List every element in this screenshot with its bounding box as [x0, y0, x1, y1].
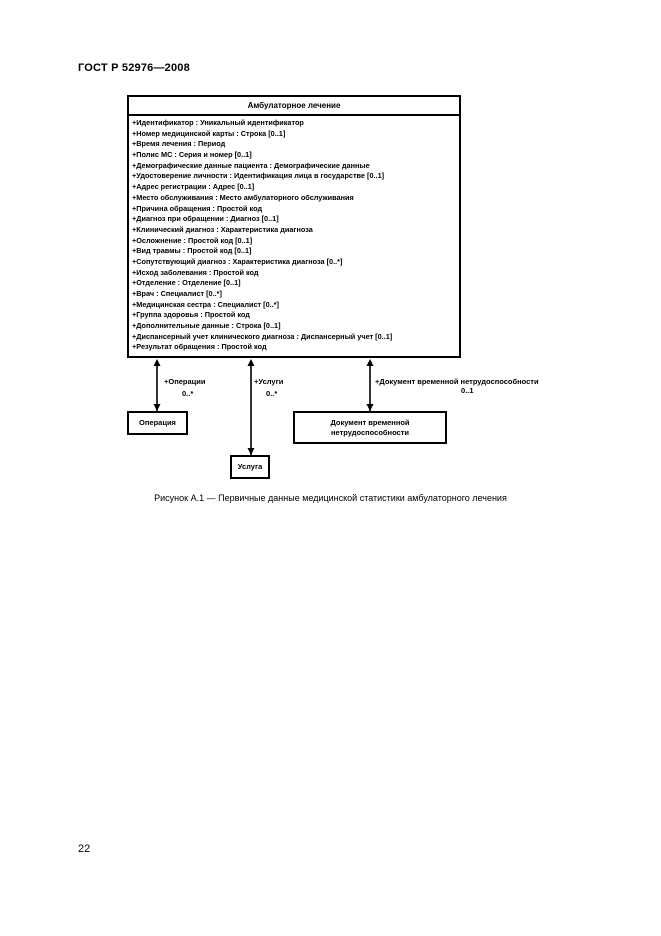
- class-box-operation: Операция: [127, 411, 188, 435]
- attribute-item: +Номер медицинской карты : Строка [0..1]: [132, 128, 286, 138]
- attribute-item: +Удостоверение личности : Идентификация лица в государстве [0..1]: [132, 171, 385, 181]
- attribute-item: +Полис МС : Серия и номер [0..1]: [132, 150, 252, 160]
- attribute-item: +Отделение : Отделение [0..1]: [132, 278, 241, 288]
- multiplicity-operations: 0..*: [182, 389, 194, 398]
- attribute-item: +Демографические данные пациента : Демографические данные: [132, 160, 370, 170]
- attribute-list: [129, 116, 459, 353]
- attribute-item: +Диагноз при обращении : Диагноз [0..1]: [132, 214, 279, 224]
- uml-class-ambulatory-treatment: [127, 95, 461, 358]
- page-number: 22: [78, 843, 91, 855]
- association-end-service-top: [248, 359, 255, 366]
- attribute-item: +Группа здоровья : Простой код: [132, 310, 250, 320]
- class-box-service: Услуга: [230, 455, 270, 479]
- attribute-item: +Осложнение : Простой код [0..1]: [132, 235, 253, 245]
- role-label-document: +Документ временной нетрудоспособности: [375, 377, 539, 386]
- association-end-operation-bottom: [154, 404, 161, 411]
- attribute-item: +Время лечения : Период: [132, 139, 226, 149]
- attribute-item: +Сопутствующий диагноз : Характеристика диагноза [0..*]: [132, 256, 343, 266]
- attribute-item: +Диспансерный учет клинического диагноза : Диспансерный учет [0..1]: [132, 331, 393, 341]
- attribute-item: +Медицинская сестра : Специалист [0..*]: [132, 299, 279, 309]
- association-end-service-bottom: [248, 448, 255, 455]
- class-box-document: Документ временной нетрудоспособности: [293, 411, 447, 444]
- attribute-item: +Вид травмы : Простой код [0..1]: [132, 246, 252, 256]
- attribute-item: +Идентификатор : Уникальный идентификатор: [132, 118, 304, 127]
- role-label-services: +Услуги: [254, 377, 284, 386]
- attribute-item: +Причина обращения : Простой код: [132, 203, 263, 213]
- attribute-item: +Клинический диагноз : Характеристика диагноза: [132, 224, 313, 234]
- association-end-document-top: [367, 359, 374, 366]
- uml-class-title: Амбулаторное лечение: [129, 97, 459, 116]
- document-header: ГОСТ Р 52976—2008: [78, 62, 190, 74]
- attribute-item: +Результат обращения : Простой код: [132, 342, 267, 352]
- figure-caption: Рисунок А.1 — Первичные данные медицинской статистики амбулаторного лечения: [154, 493, 507, 503]
- role-label-operations: +Операции: [164, 377, 206, 386]
- attribute-item: +Дополнительные данные : Строка [0..1]: [132, 321, 281, 331]
- attribute-item: +Адрес регистрации : Адрес [0..1]: [132, 182, 255, 192]
- attribute-item: +Врач : Специалист [0..*]: [132, 289, 222, 298]
- attribute-item: +Место обслуживания : Место амбулаторного обслуживания: [132, 192, 354, 202]
- multiplicity-services: 0..*: [266, 389, 278, 398]
- attribute-item: +Исход заболевания : Простой код: [132, 267, 259, 277]
- association-end-document-bottom: [367, 404, 374, 411]
- multiplicity-document: 0..1: [461, 386, 474, 395]
- association-end-operation-top: [154, 359, 161, 366]
